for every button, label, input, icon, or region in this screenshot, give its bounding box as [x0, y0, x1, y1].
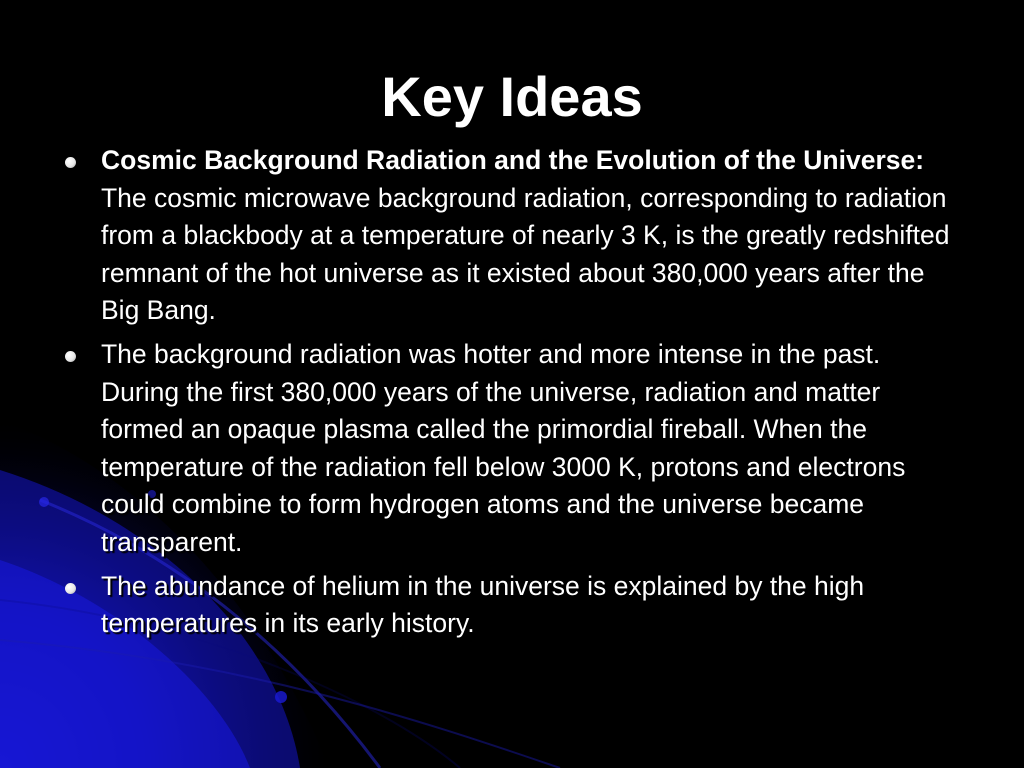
bullet-item [62, 142, 962, 330]
slide-title: Key Ideas [381, 65, 643, 128]
bullet-item [62, 336, 962, 562]
bullet-text: The abundance of helium in the universe is explained by the high temperatures in its early history. [101, 570, 865, 639]
bullet-lead-text: Cosmic Background Radiation and the Evolution of the Universe: [101, 145, 925, 175]
bullet-item [62, 568, 962, 643]
bullet-list [62, 142, 962, 649]
bullet-dot-icon [65, 351, 76, 362]
bullet-text: The background radiation was hotter and more intense in the past. During the first 380,000 years of the universe, radiation and matter formed an opaque plasma called the primordial fireball. When the temperature of the radiation fell below 3000 K, protons and electrons could combine to form hydrogen atoms and the universe became transparent. [101, 338, 906, 557]
bullet-text: The cosmic microwave background radiation, corresponding to radiation from a blackbody at a temperature of nearly 3 K, is the greatly redshifted remnant of the hot universe as it existed about 380,000 years after the Big Bang. [101, 182, 950, 326]
bullet-dot-icon [65, 157, 76, 168]
bullet-dot-icon [65, 583, 76, 594]
